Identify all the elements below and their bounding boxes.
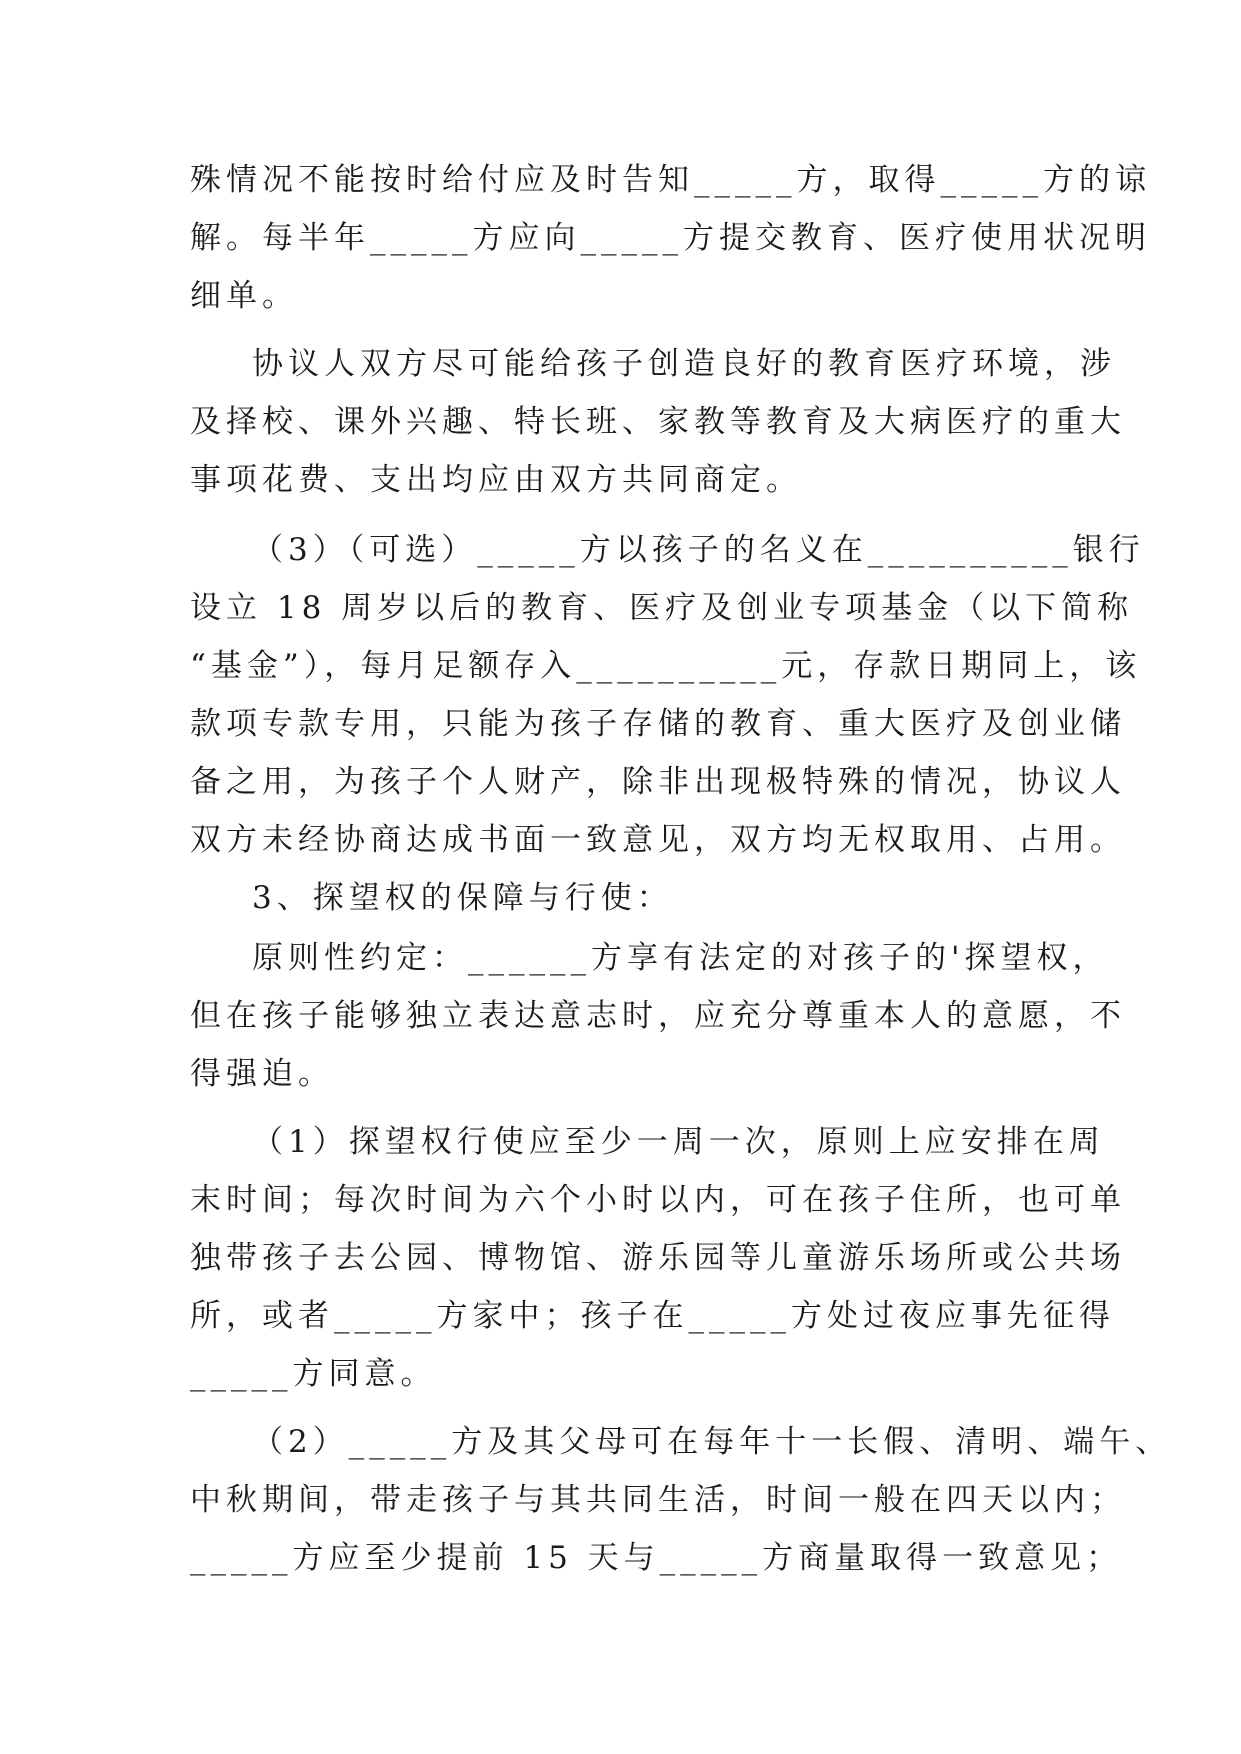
text-line: _____方同意。 bbox=[190, 1356, 437, 1392]
text-line: 备之用，为孩子个人财产，除非出现极特殊的情况，协议人 bbox=[190, 764, 1126, 800]
text-line: 得强迫。 bbox=[190, 1056, 334, 1092]
text-line: 所，或者_____方家中；孩子在_____方处过夜应事先征得 bbox=[190, 1298, 1115, 1334]
text-line: 及择校、课外兴趣、特长班、家教等教育及大病医疗的重大 bbox=[190, 404, 1126, 440]
text-line: 殊情况不能按时给付应及时告知_____方，取得_____方的谅 bbox=[190, 162, 1151, 198]
text-line: 事项花费、支出均应由双方共同商定。 bbox=[190, 462, 802, 498]
text-line: （2）_____方及其父母可在每年十一长假、清明、端午、 bbox=[252, 1424, 1172, 1460]
text-line: 中秋期间，带走孩子与其共同生活，时间一般在四天以内； bbox=[190, 1482, 1126, 1518]
text-line: （1）探望权行使应至少一周一次，原则上应安排在周 bbox=[252, 1124, 1105, 1160]
section-heading: 3、探望权的保障与行使： bbox=[252, 880, 673, 916]
text-line: 原则性约定：______方享有法定的对孩子的'探望权， bbox=[252, 940, 1109, 976]
text-line: 但在孩子能够独立表达意志时，应充分尊重本人的意愿，不 bbox=[190, 998, 1126, 1034]
text-line: （3）（可选）_____方以孩子的名义在__________银行 bbox=[252, 532, 1145, 568]
text-line: 款项专款专用，只能为孩子存储的教育、重大医疗及创业储 bbox=[190, 706, 1126, 742]
text-line: _____方应至少提前 15 天与_____方商量取得一致意见； bbox=[190, 1540, 1123, 1576]
text-line: 双方未经协商达成书面一致意见，双方均无权取用、占用。 bbox=[190, 822, 1126, 858]
text-line: 独带孩子去公园、博物馆、游乐园等儿童游乐场所或公共场 bbox=[190, 1240, 1126, 1276]
text-line: 协议人双方尽可能给孩子创造良好的教育医疗环境，涉 bbox=[252, 346, 1116, 382]
text-line: 解。每半年_____方应向_____方提交教育、医疗使用状况明 bbox=[190, 220, 1151, 256]
text-line: “基金”），每月足额存入__________元，存款日期同上，该 bbox=[190, 648, 1142, 684]
text-line: 末时间；每次时间为六个小时以内，可在孩子住所，也可单 bbox=[190, 1182, 1126, 1218]
text-line: 细单。 bbox=[190, 278, 298, 314]
text-line: 设立 18 周岁以后的教育、医疗及创业专项基金（以下简称 bbox=[190, 590, 1134, 626]
